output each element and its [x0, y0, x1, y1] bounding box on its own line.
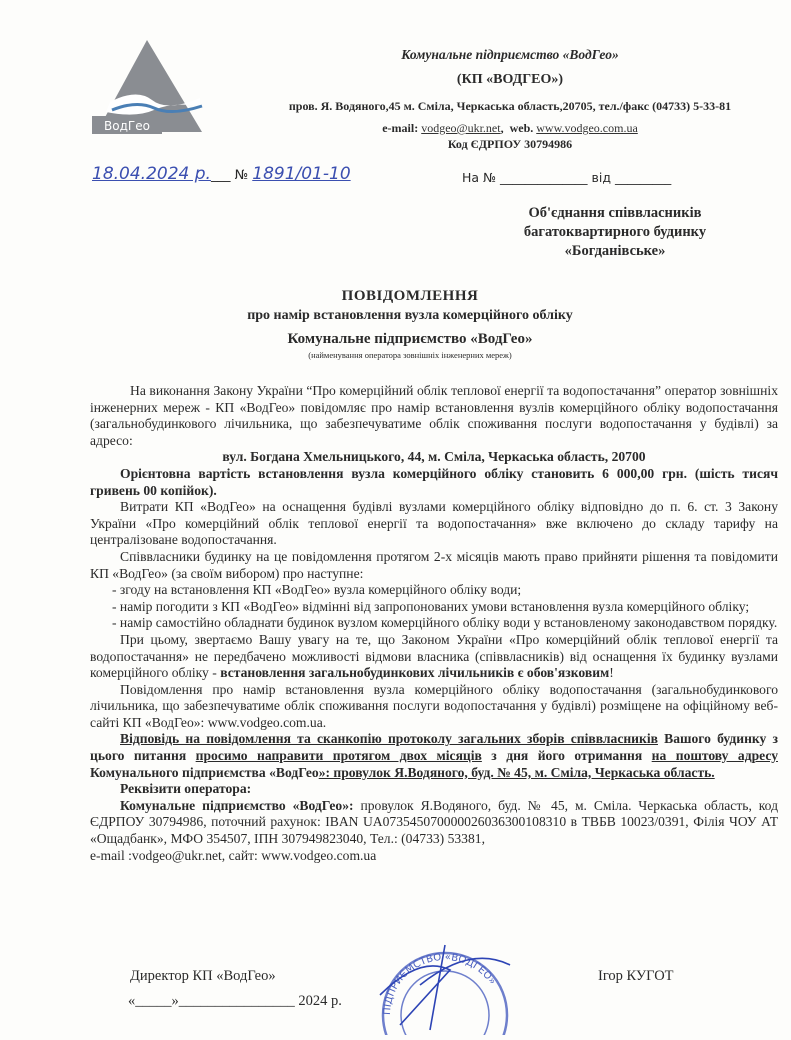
reply-segment: Комунального підприємства «ВодГео	[90, 764, 319, 780]
requisites-text: провулок Я.Водяного, буд. № 45, м. Сміла. Черкаська область, код ЄДРПОУ 30794986, поточний рахунок: IBAN UA073545070000026036300108310 в ТВБВ 10023/0391, Філія ЧОУ АТ «Ощадбанк», МФО 354507, ІПН 307949823040, Тел.: (04733) 53381,	[90, 797, 779, 847]
in-reply-label: На №	[462, 170, 497, 185]
reply-segment: »: провулок Я.Водяного, буд. № 45, м. Сміла, Черкаська область.	[318, 764, 715, 780]
addressee	[490, 204, 740, 261]
addressee-line: багатоквартирного будинку	[523, 224, 707, 240]
signatory-position: Директор КП «ВодГео»	[130, 968, 276, 984]
expenses-paragraph: Витрати КП «ВодГео» на оснащення будівлі вузлами комерційного обліку відповідно до п. 6. ст. 3 Закону України «Про комерційний облік теплової енергії та водопостачання» вже включено до складу тарифу на централізоване водопостачання.	[90, 499, 778, 548]
official-stamp	[360, 935, 530, 1035]
attention-paragraph	[90, 632, 778, 682]
reply-paragraph	[90, 731, 778, 781]
addressee-line: Об'єднання співвласників	[528, 205, 702, 221]
document-title: ПОВІДОМЛЕННЯ	[341, 288, 479, 304]
reply-segment: Вашого будинку з цього питання	[90, 731, 778, 764]
document-body	[90, 383, 778, 864]
reply-segment: з дня його отримання	[481, 748, 652, 764]
web-link[interactable]: www.vodgeo.com.ua	[536, 121, 638, 135]
object-address: вул. Богдана Хмельницького, 44, м. Сміла, Черкаська область, 20700	[222, 449, 646, 465]
attention-bold: встановлення загальнобудинкових лічильників є обов'язковим	[220, 665, 610, 681]
signature-date-line: «_____»________________ 2024 р.	[128, 993, 342, 1009]
addressee-line: «Богданівське»	[564, 243, 666, 259]
company-short-name: (КП «ВОДГЕО»)	[456, 72, 564, 87]
requisites-paragraph	[90, 798, 778, 848]
email-link[interactable]: vodgeo@ukr.net	[421, 121, 501, 135]
svg-text:ПІДПРИЄМСТВО «ВОДГЕО»: ПІДПРИЄМСТВО «ВОДГЕО»	[381, 951, 498, 1016]
number-label: №	[234, 168, 249, 183]
email-label: e-mail:	[382, 121, 419, 135]
signatory-name: Ігор КУГОТ	[598, 968, 674, 984]
operator-caption: (найменування оператора зовнішніх інженерних мереж)	[308, 350, 512, 360]
attention-text: При цьому, звертаємо Вашу увагу на те, що Законом України «Про комерційний облік теплової енергії та водопостачання» не передбачено можливості відмови власника (співвласників) від оснащення їх будинку вузлами комерційного обліку -	[90, 631, 778, 681]
letter-number: 1891/01-10	[252, 164, 351, 184]
document-subtitle: про намір встановлення вузла комерційного обліку	[247, 308, 573, 323]
reply-segment: просимо направити протягом двох місяців	[195, 748, 482, 764]
option-item: - згоду на встановлення КП «ВодГео» вузла комерційного обліку води;	[112, 582, 522, 598]
svg-text:ВодГео: ВодГео	[104, 119, 150, 133]
requisites-contacts: e-mail :vodgeo@ukr.net, сайт: www.vodgeo.com.ua	[90, 847, 377, 863]
attention-end: !	[609, 665, 614, 681]
option-item: - намір самостійно обладнати будинок вузлом комерційного обліку води у встановленому законодавством порядку.	[112, 615, 778, 631]
cost-paragraph: Орієнтовна вартість встановлення вузла комерційного обліку становить 6 000,00 грн. (шість тисяч гривень 00 копійок).	[90, 465, 778, 498]
rights-paragraph: Співвласники будинку на це повідомлення протягом 2-х місяців мають право прийняти рішення та повідомити КП «ВодГео» (за своїм вибором) про наступне:	[90, 548, 778, 581]
website-paragraph: Повідомлення про намір встановлення вузла комерційного обліку водопостачання (загальнобудинкового лічильника, що забезпечуватиме облік споживання послуги водопостачання у будівлі) розміщене на офіційному веб-сайті КП «ВодГео»: www.vodgeo.com.ua.	[90, 681, 778, 730]
company-address: пров. Я. Водяного,45 м. Сміла, Черкаська область,20705, тел./факс (04733) 5-33-81	[288, 99, 732, 113]
operator-name: Комунальне підприємство «ВодГео»	[287, 331, 533, 347]
edrpou-code: Код ЄДРПОУ 30794986	[447, 137, 573, 151]
from-label: від	[591, 170, 611, 185]
option-item: - намір погодити з КП «ВодГео» відмінні від запропонованих умови встановлення вузла комерційного обліку;	[112, 598, 750, 614]
company-contacts: e-mail: vodgeo@ukr.net, web. www.vodgeo.com.ua	[382, 121, 638, 135]
requisites-title: Реквізити оператора:	[120, 781, 252, 797]
web-label: web.	[509, 121, 534, 135]
company-logo	[92, 40, 222, 140]
reference-line: 18.04.2024 р.___ № 1891/01-10	[92, 164, 351, 184]
company-name: Комунальне підприємство «ВодГео»	[401, 47, 619, 62]
intro-paragraph: На виконання Закону України “Про комерційний облік теплової енергії та водопостачання” оператор зовнішніх інженерних мереж - КП «ВодГео» повідомляє про намір встановлення вузлів комерційного обліку водопостачання (загальнобудинкового лічильника, що забезпечуватиме облік споживання послуги водопостачання у будівлі) за адресо:	[90, 383, 778, 448]
in-reply-line: На № ______________ від _________	[462, 170, 672, 185]
requisites-name: Комунальне підприємство «ВодГео»:	[120, 797, 354, 813]
reply-segment: на поштову адресу	[651, 748, 778, 764]
letter-date: 18.04.2024 р.	[92, 164, 211, 184]
reply-segment: Відповідь на повідомлення та сканкопію протоколу загальних зборів співвласників	[120, 731, 658, 747]
